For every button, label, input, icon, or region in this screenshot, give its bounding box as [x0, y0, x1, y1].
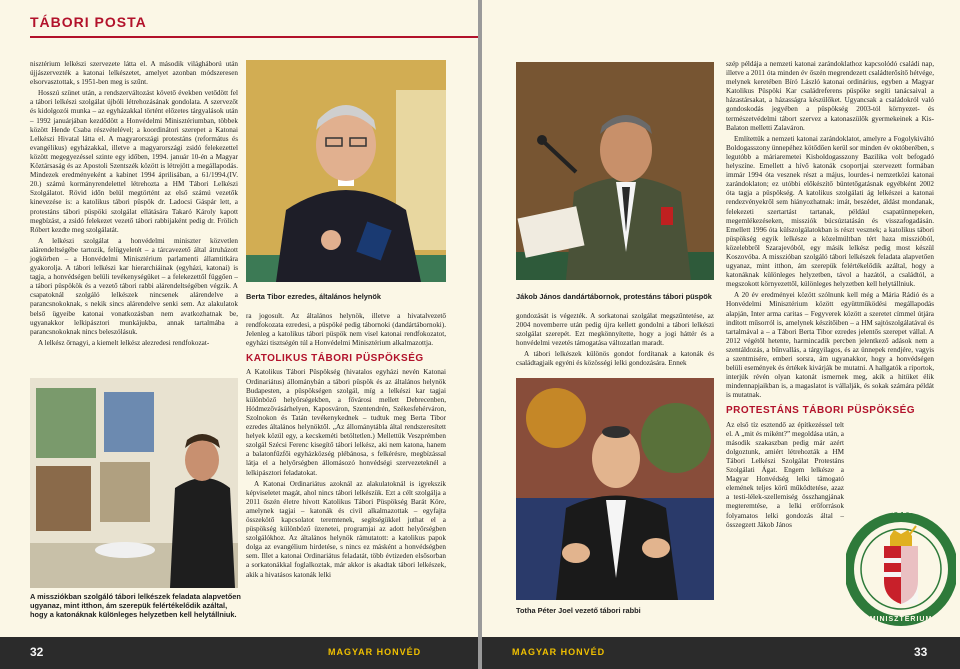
photo-mission-chaplain: [30, 378, 238, 588]
photo-berta-tibor: [246, 60, 446, 282]
paragraph: szép példája a nemzeti katonai zarándoklathoz kapcsolódó családi nap, illetve a 2011 óta minden év őszén megrendezett családterősítő hétvége, melynek keretében Bíró László katonai ordinárius, egyben a Magyar Katolikus Püspöki Kar családreferens püspöke segíti tanácsaival a házastársakat, a házasságra készülőket. Ugyancsak a családokról való gondoskodás jegyében a püspökség 2003-tól környezet- és természetvédelmi tábort szervez a katonaszülők gyermekeinek a Kis-Balaton melletti Zalaváron.: [726, 60, 934, 132]
paragraph: A tábori lelkészek különös gondot fordítanak a katonák és családtagjaik egyéni és közösségi lelki gondozására. Ennek: [516, 350, 714, 368]
magazine-name: MAGYAR HONVÉD: [512, 647, 606, 657]
badge-top-text: HONVÉDELMI: [872, 508, 930, 515]
photo-jakob-janos: [516, 62, 714, 280]
ministry-badge-emblem: [846, 506, 956, 632]
page-number: 32: [30, 645, 44, 659]
header-rule: [30, 36, 478, 38]
photo-caption: A missziókban szolgáló tábori lelkészek feladata alapvetően ugyanaz, mint itthon, ám szerepük felértékelődik azáltal, hogy a katonáknak különleges helyzetben kell helytállniuk.: [30, 592, 241, 619]
section-title: KATOLIKUS TÁBORI PÜSPÖKSÉG: [246, 353, 424, 365]
section-title: PROTESTÁNS TÁBORI PÜSPÖKSÉG: [726, 405, 916, 417]
paragraph: ra jogosult. Az általános helynök, illetve a hivatalvezető rendfokozata ezredesi, a püspöké pedig tábornoki (dandártábornoki). Jelenleg a katolikus tábori püspök nem visel katonai rendfokozatot, egyházi tisztségén túl a Honvédelmi Minisztérium alkalmazottja.: [246, 312, 446, 348]
paragraph: A 20 év eredményei között szólnunk kell még a Mária Rádió és a Honvédelmi Minisztérium között együttműködési megállapodás alapján, Inter arma caritas – Fegyverek között a szeretet címmel útjára indított műsorról is, amelynek készítőiben – a HM sajtószolgálatával és tartalmával a – a Tábori Berta Tibor ezredes jelentős szerepet vállal. A 2012 végétől hetente, harmincadik percben jelentkező adások nem a szentáldozás, a bűnvallás, a tárgyilagos, és az ünnepek rendjére, vagyis a szentmisére, emberi sorsra, ám ugyanakkor, hogy a honvédségen belüli események és értékek kivárják be mutatni. A hallgatók a riportok, interjúk révén olyan katonát ismernek meg, akik a hitüket élik mindennapjaikban is, a magaslatot is vállalják, és sokak számára példát is mutatnak.: [726, 291, 934, 400]
photo-totha-peter-joel: [516, 378, 714, 600]
paragraph: gondozását is végezték. A sorkatonai szolgálat megszűntetése, az 2004 novemberre után pedig újra kellett gondolni a tábori lelkészi szolgálat szerepét. Ezt megkönnyítette, hogy a jogi háttér és a honvédelmi vezetés támogatása változatlan maradt.: [516, 312, 714, 348]
magazine-name: MAGYAR HONVÉD: [328, 647, 422, 657]
page-footer: [0, 637, 478, 669]
right-column-2: [726, 60, 934, 532]
badge-bottom-text: MINISZTÉRIUM: [869, 616, 933, 623]
paragraph: Az első tíz esztendő az építkezéssel telt el. A „mit és miként?” megoldása után, a második szakaszban pedig már azért dolgoztunk, amiért létrehozták a HM Tábori Lelkészi Szolgálat Protestáns Szolgálati Ágat. Engem lelkésze a Magyar Honvédség lelki támogató elemének teljes körű működtetése, azaz a testi-lélek-szellemiség összhangjának megteremtése, a lelki erőforrások folyamatos lelki gondozás által – összegzett Jákob János: [726, 420, 844, 529]
page-footer: [482, 637, 960, 669]
paragraph: A Katolikus Tábori Püspökség (hivatalos egyházi nevén Katonai Ordinariátus) állománybán a tábori püspök és az általános helynök Budapesten, a püspökségen szolgál, míg a lelkészi kar tagjai különböző helyőrségekben, a fővárosi mellett Debrecenben, Hódmezővásárhelyen, Kaposváron, Szentendrén, Székesfehérváron, Szolnokon és Tatán tevékenykednek – tudtuk meg Berta Tibor ezredes általános helynöktől. „Az állománytábla által rendszeresített helyek közül egy, a kecskeméti betöltetlen.) Mellettük Veszprémben szolgál Szécsi Ferenc kisegítő tábori lelkész, aki nem katona, hanem a balatonfűzfői egyházközség plébánosa, s felkérésre, megbízással látja el a helyőrségben állomásozó honvédségi szervezeteknél a lelkipásztori feladatokat.: [246, 368, 446, 477]
right-page: [482, 0, 960, 669]
paragraph: A lelkész őrnagyi, a kiemelt lelkész alezredesi rendfokozat-: [38, 338, 210, 347]
photo-caption: Berta Tibor ezredes, általános helynök: [246, 292, 381, 301]
left-column-1: [30, 60, 238, 350]
section-header: TÁBORI POSTA: [30, 14, 147, 30]
left-column-2: [246, 312, 446, 582]
right-column-1: [516, 312, 714, 371]
left-page: [0, 0, 478, 669]
paragraph: nisztérium lelkészi szervezete látta el. A második világháború után újjászervezték a katonai lelkészetet, amelyet azonban módszeresen elsorvasztottak, s 1951-ben meg is szűnt.: [30, 60, 238, 87]
photo-caption: Totha Péter Joel vezető tábori rabbi: [516, 606, 641, 615]
paragraph: A lelkészi szolgálat a honvédelmi miniszter közvetlen alárendeltségébe tartozik, felügyeletét – a tárcavezető által átruházott jogkörben – a Honvédelmi Minisztérium parlamenti államtitkára gyakorolja. A tábori lelkészi kar hierarchiáinak (egyházi, katonai) is tagja, a honvédségen belüli tevékenységüket – a felekezettől függően – a tábori püspökök és a vezető tábori rabbi alárendeltségében végzik. A csapatoknál szolgáló lelkészek nincsenek alárendelve a parancsnokoknak, s nekik sincs alárendelve senki sem. Az alakulatok belső ügyeibe katonai vonatkozásban nem avatkozhatnak be, ugyanakkor lelkipásztori munkájukba, annak tartalmába a parancsnokoknak nincs beleszólásuk.: [30, 236, 238, 336]
paragraph: Hosszú szünet után, a rendszerváltozást követő években vetődött fel a tábori lelkészi szolgálat újbóli létrehozásának gondolata. A szervezőt és kidolgozói munka – az egyházakkal történt előzetes tárgyalások után – 1992 januárjában kezdődött a Honvédelmi Minisztériumban, többek között Hende Csaba részvételével; a koordinátori szerepet a Katonai Lelkészi Hivatal látta el. A magyarországi protestáns (református és evangélikus) egyházakkal, illetve a magyarországi zsidó felekezettel között megegyezéssel szinte egy időben, 1994. január 10-én a Magyar Köztársaság és az Apostoli Szentszék között is létrejött a megállapodás. Mindezek eredményeként a kabinet 1994 áprilisában, a 61/1994.(IV. 20.) számú kormányrendelettel létrehozta a HM Tábori Lelkészi Szolgálatot. Rövid időn belül megtörtént az első számú vezetők kinevezése is: a katolikus tábori püspök dr. Ladocsi Gáspár lett, a protestáns tábori püspöki szolgálat ellátására Takaró Károly kapott megbízást, a zsidó felekezet vezető tábori rabbijaként pedig dr. Frölich Róbert kezdte meg szolgálatát.: [30, 89, 238, 234]
page-number: 33: [914, 645, 928, 659]
paragraph: A Katonai Ordinariátus azoknál az alakulatoknál is igyekszik képviseletet magát, ahol nincs tábori lelkészük. Ezt a célt szolgálja a 2011 őszén életre hívott Katolikus Tábori Püspökség Barát Köre, amelynek tagjai – katonák és civil alkalmazottak – egyfajta összekötő kapcsolatot teremtenek, segítségükkel juthat el a püspökség különböző üzenetei, programjai az adott helyőrségben szolgálókhoz. Az általános helynök rámutatott: a katolikus papok dolga az evangélium hirdetése, s nincs ez másként a honvédségben sem. Illet a katonai Ordinariátus feladatát, több évtizeden elsősorban a sorkatonákkal foglalkoztak, már akkor is akadtak tábori lelkészek, akik a hivatásos katonák lelki: [246, 479, 446, 579]
ministry-badge: [846, 506, 956, 632]
photo-caption: Jákob János dandártábornok, protestáns tábori püspök: [516, 292, 712, 301]
paragraph: Említettük a nemzeti katonai zarándoklatot, amelyre a Fogolykiváltó Boldogasszony ünnepéhez kötődően kerül sor minden év októberében, s legutóbb a máriaremetei Kisboldogasszony Bazilika volt befogadó helyszíne. Emellett a hívő katonák csoportjai szervezett formában immár 1994 óta vesznek részt a május, lourdes-i nemzetközi katonai zarándoklaton; ez utóbbi előkészítő büntetőgatásnak egyébként 2002 óta tagja a püspökség. A katolikus szolgálati ág lelkészei a katonai rendezvényekről sem hiányozhatnak: imát, beszédet, áldást mondanak, felekezeti szertartást tartanak, például csapatünnepeken, megemlékezéseken, missziók búcsúztatásán és visszafogadásán. Emellett 1996 óta külszolgálatokban is részt vesznek; a katolikus tábori püspökség egyik lelkésze a közelmúltban tért haza misszióból, közelebbről Szarajevóból, egy másik lelkész pedig most készül Koszovóba. A misszióban szolgáló tábori lelkészek feladata alapvetően ugyanaz, mint itthon, ám szerepük felértékelődik azáltal, hogy a katonáknak különleges helyzetben, távol a hazától, a családtól, a megszokott környezettől, különleges helyzetben kell helytállniuk.: [726, 134, 934, 289]
